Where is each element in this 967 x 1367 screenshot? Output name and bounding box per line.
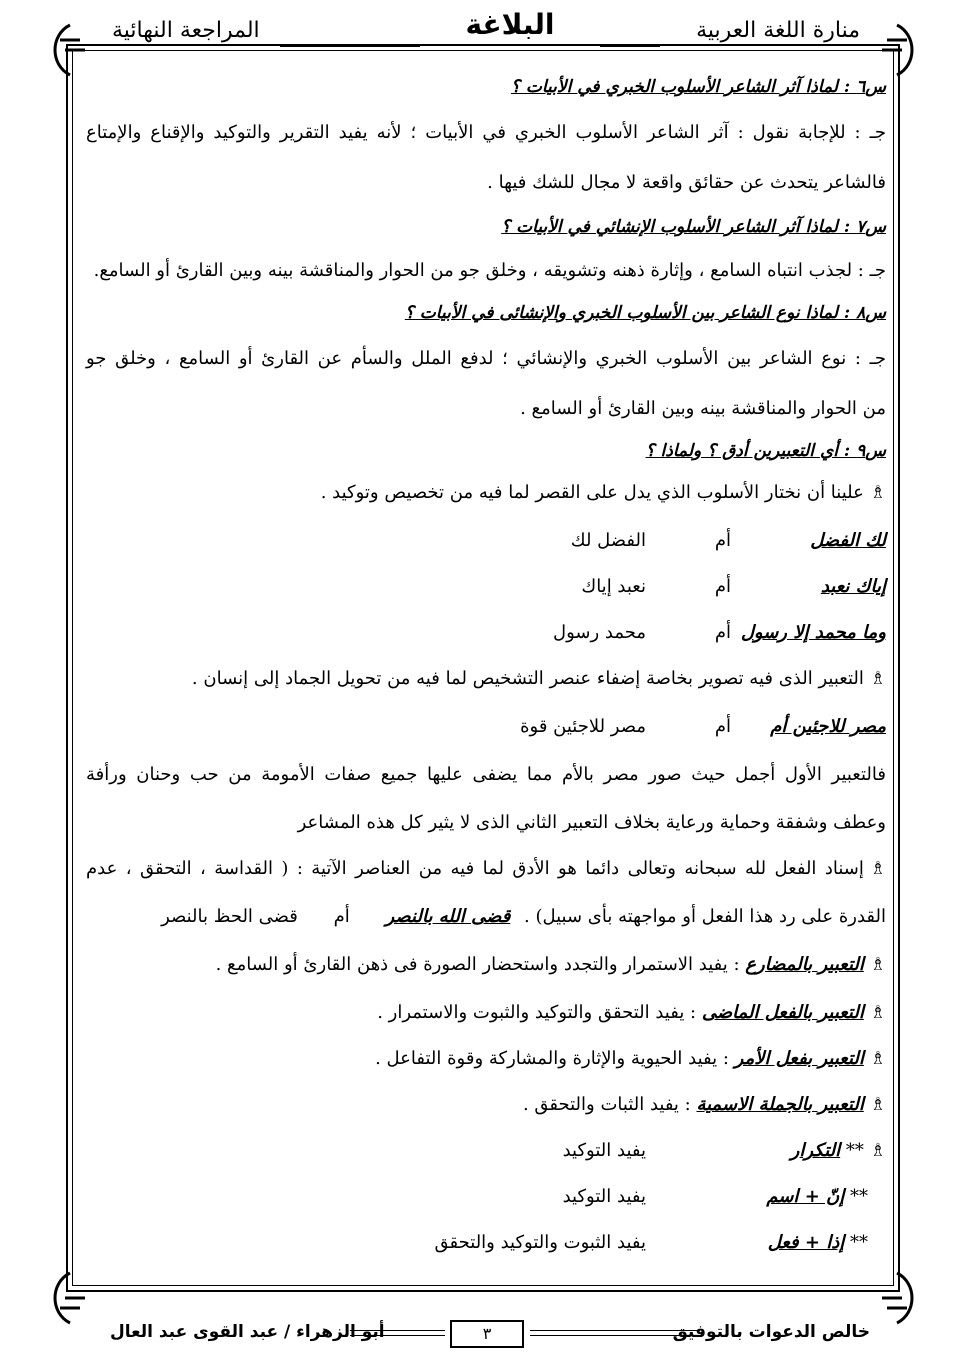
page-header: [100, 8, 870, 48]
header-divider: [280, 44, 420, 47]
q7-answer: جـ : لجذب انتباه السامع ، وإثارة ذهنه وتشويقه ، وخلق جو من الحوار والمناقشة بينه وبين القارئ أو السامع.: [93, 260, 886, 281]
medal-icon: ♗: [869, 1002, 886, 1023]
question-6-title: س٦ : لماذا آثر الشاعر الأسلوب الخبري في الأبيات ؟: [510, 77, 886, 97]
medal-icon: ♗: [869, 1048, 886, 1069]
q9-point-1: ♗علينا أن نختار الأسلوب الذي يدل على القصر لما فيه من تخصيص وتوكيد .: [320, 482, 886, 503]
footer-greeting: خالص الدعوات بالتوفيق: [672, 1322, 870, 1342]
corner-ornament-icon: [40, 20, 100, 80]
header-section: المراجعة النهائية: [112, 18, 260, 43]
q9-explanation-line1: فالتعبير الأول أجمل حيث صور مصر بالأم مما يضفى عليها جميع صفات الأمومة من حب وحنان ورأفة: [86, 764, 886, 785]
corner-ornament-icon: [867, 20, 927, 80]
q9-point-2: ♗التعبير الذى فيه تصوير بخاصة إضفاء عنصر التشخيص لما فيه من تحويل الجماد إلى إنسان .: [191, 668, 886, 689]
medal-icon: ♗: [869, 668, 886, 689]
medal-icon: ♗: [869, 954, 886, 975]
q6-answer-line2: فالشاعر يتحدث عن حقائق واقعة لا مجال للشك فيها .: [487, 172, 886, 193]
q9-explanation-line2: وعطف وشفقة وحماية ورعاية بخلاف التعبير الثاني الذى لا يثير كل هذه المشاعر: [297, 812, 886, 833]
question-8-title: س٨ : لماذا نوع الشاعر بين الأسلوب الخبري والإنشائى في الأبيات ؟: [404, 303, 886, 323]
medal-icon: ♗: [869, 858, 886, 879]
q8-answer-line1: جـ : نوع الشاعر بين الأسلوب الخبري والإنشائي ؛ لدفع الملل والسأم عن القارئ أو السامع ، وخلق جو: [86, 348, 886, 369]
footer-divider: [530, 1330, 700, 1336]
q8-answer-line2: من الحوار والمناقشة بينه وبين القارئ أو السامع .: [520, 398, 886, 419]
header-divider: [600, 44, 660, 47]
footer-author: أبو الزهراء / عبد القوى عبد العال: [110, 1322, 385, 1342]
medal-icon: ♗: [869, 1094, 886, 1115]
corner-ornament-icon: [40, 1268, 100, 1328]
question-9-title: س٩ : أي التعبيرين أدق ؟ ولماذا ؟: [645, 441, 886, 461]
rule-item: ♗التعبير بالمضارع : يفيد الاستمرار والتجدد واستحضار الصورة فى ذهن القارئ أو السامع .: [215, 954, 886, 975]
header-brand: منارة اللغة العربية: [696, 18, 860, 43]
rule-item: ♗التعبير بالفعل الماضى : يفيد التحقق والتوكيد والثبوت والاستمرار .: [377, 1002, 886, 1023]
rule-item: ♗التعبير بالجملة الاسمية : يفيد الثبات والتحقق .: [522, 1094, 886, 1115]
medal-icon: ♗: [869, 1140, 886, 1161]
rule-item: ♗التعبير بفعل الأمر : يفيد الحيوية والإثارة والمشاركة وقوة التفاعل .: [375, 1048, 886, 1069]
medal-icon: ♗: [869, 482, 886, 503]
page-number: ٣: [450, 1320, 524, 1348]
question-7-title: س٧ : لماذا آثر الشاعر الأسلوب الإنشائي في الأبيات ؟: [501, 217, 886, 237]
page-footer: [100, 1320, 870, 1350]
q9-point-3-line2: القدرة على رد هذا الفعل أو مواجهته بأى سبيل) . قضى الله بالنصر أم قضى الحظ بالنصر: [161, 906, 886, 927]
header-title: البلاغة: [465, 8, 555, 41]
q6-answer-line1: جـ : للإجابة نقول : آثر الشاعر الأسلوب الخبري في الأبيات ؛ لأنه يفيد التقرير والتوكيد والإقناع والإمتاع: [86, 122, 886, 143]
corner-ornament-icon: [867, 1268, 927, 1328]
q9-point-3: ♗إسناد الفعل لله سبحانه وتعالى دائما هو الأدق لما فيه من العناصر الآتية : ( القداسة ، التحقق ، عدم: [86, 858, 886, 879]
